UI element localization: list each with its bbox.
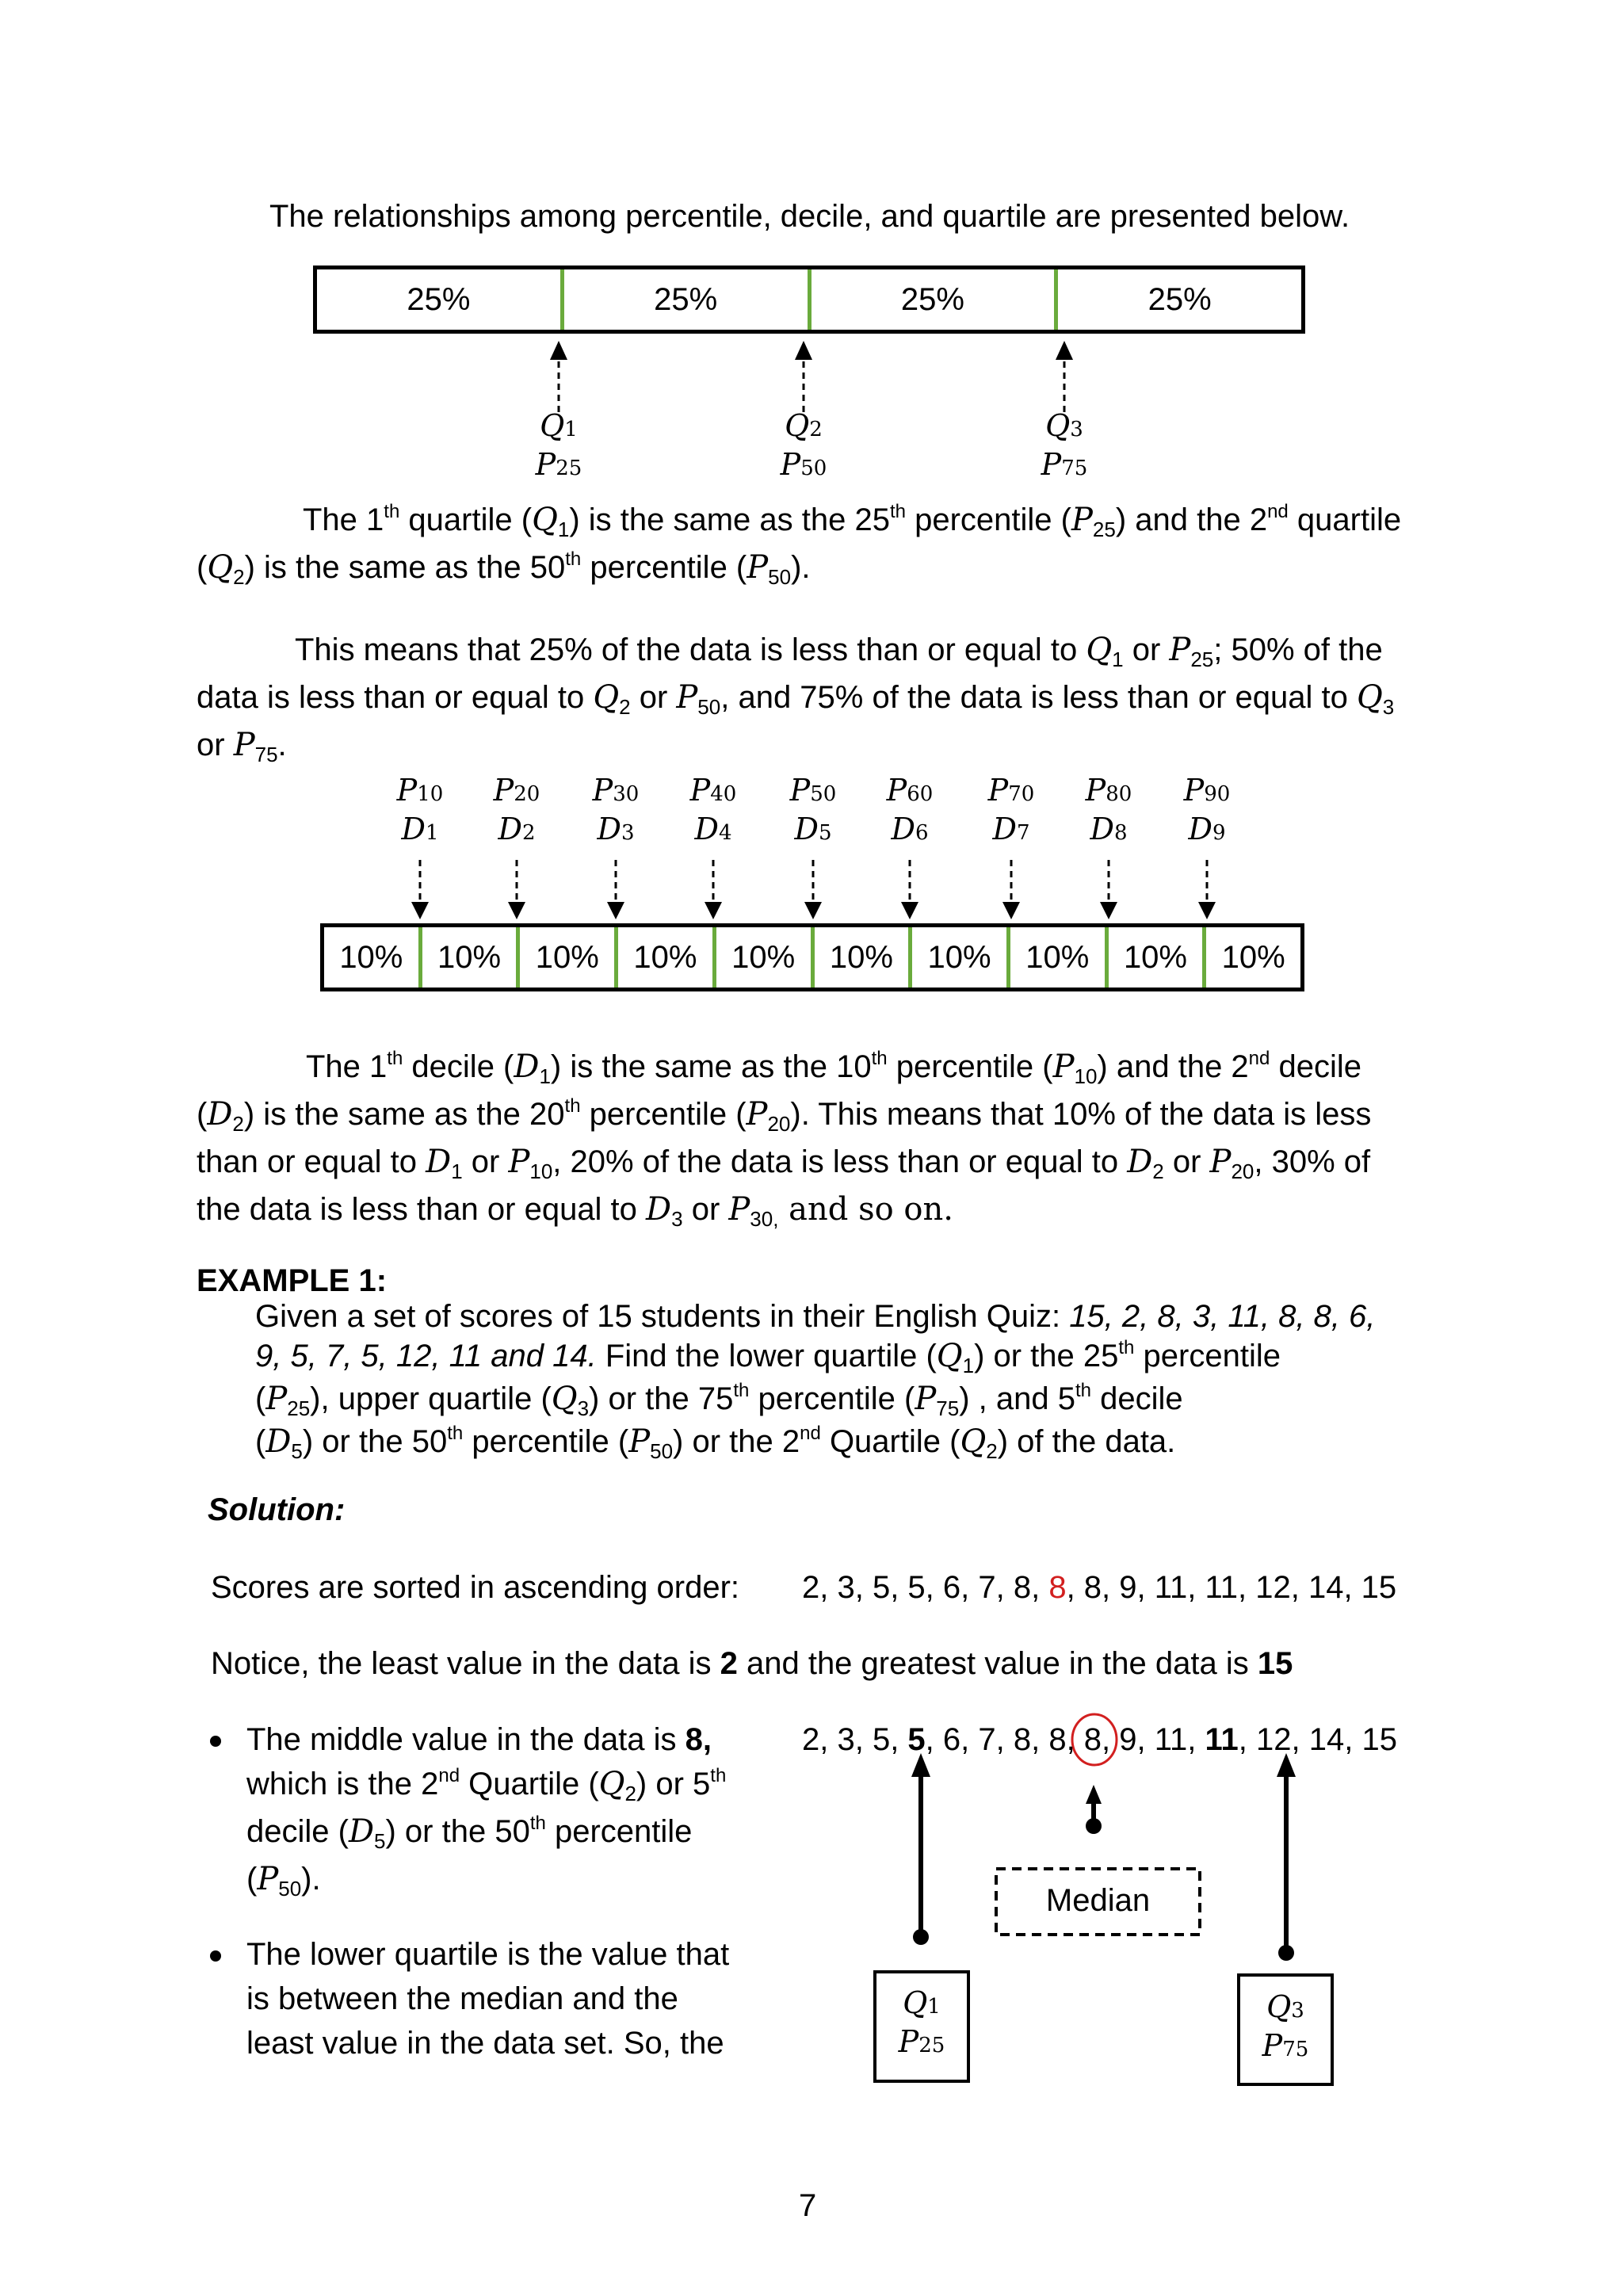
decile-segment: 10% <box>811 927 909 988</box>
decile-segment: 10% <box>614 927 712 988</box>
sorted-label: Scores are sorted in ascending order: <box>211 1570 740 1605</box>
quartile-marker-3: Q3 P75 <box>1041 408 1088 482</box>
quartile-arrows <box>559 357 1064 412</box>
decile-marker: P10 D1 <box>396 773 444 846</box>
solution-heading: Solution: <box>208 1492 346 1527</box>
bullet-lower-quartile: The lower quartile is the value that is between the median and the least value in the data set. So, the <box>246 1937 730 2061</box>
quartile-segment: 25% <box>560 269 808 330</box>
decile-segment: 10% <box>339 939 403 975</box>
quartile-marker-2: Q2 P50 <box>780 408 827 482</box>
example-heading: EXAMPLE 1: <box>197 1263 388 1298</box>
q1-label: Q1 P25 <box>898 1985 945 2059</box>
decile-arrowheads <box>411 902 1216 919</box>
diagram-values: 2, 3, 5, 5, 6, 7, 8, 8, 8, 9, 11, 11, 12, 14, 15 <box>802 1722 1397 1757</box>
bullet-dot <box>210 1950 221 1962</box>
quartile-segment: 25% <box>1054 269 1301 330</box>
decile-marker: P90 D9 <box>1183 773 1231 846</box>
decile-segment: 10% <box>908 927 1006 988</box>
decile-segment: 10% <box>1006 927 1105 988</box>
example-body: Given a set of scores of 15 students in their English Quiz: 15, 2, 8, 3, 11, 8, 8, 6, 9, 5, 7, 5, 12, 11 and 14. Find the lower quartile $(Q_1)$ or the 25th percentile $(P_{25})$, upper quartile $(Q_3)$ or the 75th percentile $(P_{75})$ , and 5th decile $(D_5)$ or the 50th percentile $(P_{50})$ or the 2nd Quartile $(Q_2)$ of the data. <box>255 1299 1376 1463</box>
q3-label: Q3 P75 <box>1262 1989 1309 2063</box>
decile-bar <box>320 923 1304 991</box>
bullet-dot <box>210 1736 221 1747</box>
quartile-segment: 25% <box>808 269 1055 330</box>
sorted-values: 2, 3, 5, 5, 6, 7, 8, 8, 8, 9, 11, 11, 12, 14, 15 <box>802 1570 1397 1605</box>
paragraph-quartile: The 1th quartile $(Q_1)$ is the same as the 25th percentile $(P_{25})$ and the 2nd quartile $(Q_2)$ is the same as the 50th percentile $(P_{50})$. <box>197 500 1402 589</box>
decile-marker: P20 D2 <box>493 773 540 846</box>
diagram-arrows <box>921 1775 1286 1951</box>
decile-segment: 10% <box>1105 927 1203 988</box>
quartile-arrowheads <box>550 341 1073 360</box>
quartile-marker-1: Q1 P25 <box>535 408 582 482</box>
decile-marker: P50 D5 <box>789 773 837 846</box>
decile-marker: P70 D7 <box>987 773 1035 846</box>
decile-marker: P40 D4 <box>689 773 737 846</box>
decile-marker: P80 D8 <box>1085 773 1132 846</box>
page-number: 7 <box>799 2188 817 2223</box>
paragraph-decile: The 1th decile $(D_1)$ is the same as the 10th percentile $(P_{10})$ and the 2nd decile $(D_2)$ is the same as the 20th percentile $(P_{20})$. This means that 10% of the data is less than or equal to $D_1$ or $P_{10}$, 20% of the data is less than or equal to $D_2$ or $P_{20}$, 30% of the data is less than or equal to $D_3$ or $P_{30,}$ and so on. <box>197 1047 1372 1231</box>
decile-segment: 10% <box>712 927 811 988</box>
paragraph-meaning: This means that 25% of the data is less than or equal to $Q_1$ or $P_{25}$; 50% of the data is less than or equal to $Q_2$ or $P_{50}$, and 75% of the data is less than or equal to $Q_3$ or $P_{75}$. <box>197 632 1395 766</box>
diagram-arrowheads <box>911 1753 1296 1961</box>
notice-text: Notice, the least value in the data is 2 and the greatest value in the data is 15 <box>211 1646 1293 1681</box>
decile-segment: 10% <box>516 927 614 988</box>
bullet-median: The middle value in the data is 8, which is the 2nd Quartile $(Q_2)$ or 5th decile $(D_5)$ or the 50th percentile $(P_{50})$. <box>246 1722 727 1901</box>
decile-marker: P60 D6 <box>886 773 934 846</box>
decile-marker: P30 D3 <box>592 773 640 846</box>
decile-arrows <box>420 860 1207 904</box>
median-label: Median <box>1045 1883 1151 1918</box>
decile-segment: 10% <box>1202 927 1300 988</box>
intro-text: The relationships among percentile, decile, and quartile are presented below. <box>269 199 1350 234</box>
decile-segment: 10% <box>418 927 517 988</box>
quartile-segment: 25% <box>407 281 471 317</box>
